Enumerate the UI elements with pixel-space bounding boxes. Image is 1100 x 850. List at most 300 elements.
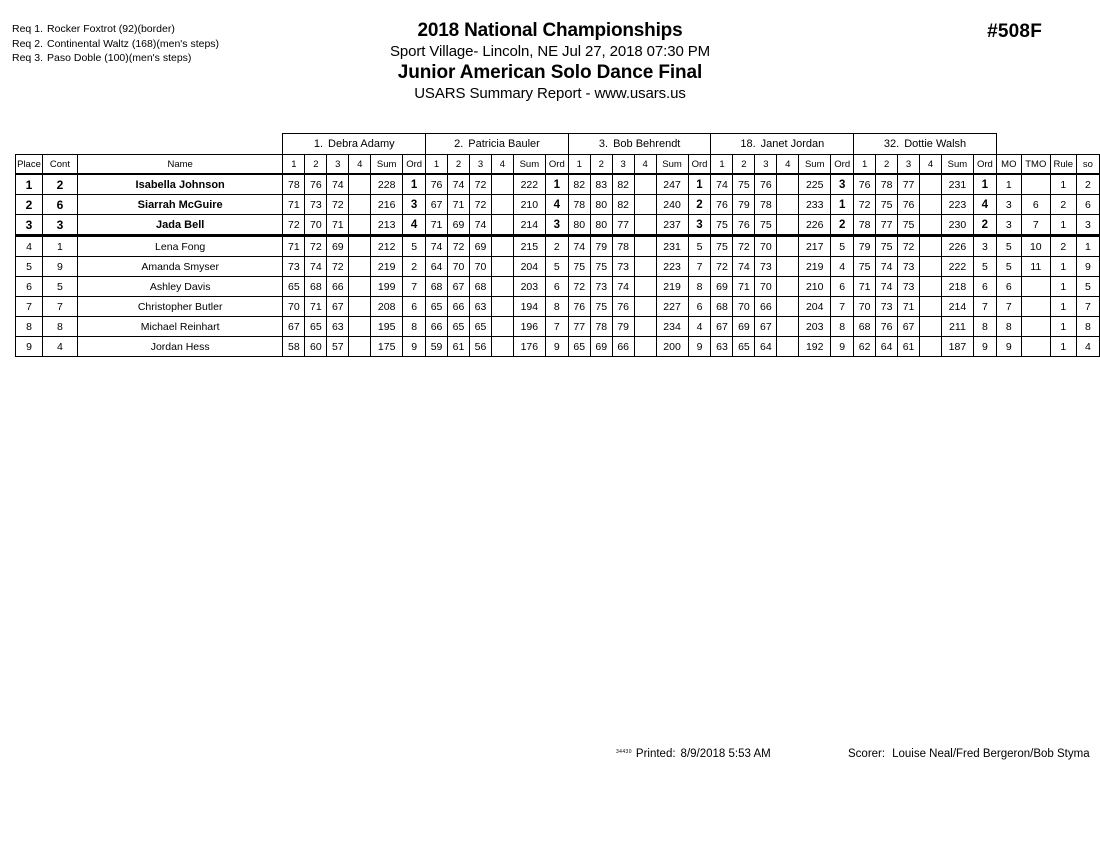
cell-j5-score4 [920, 174, 942, 195]
cell-j5-score1: 70 [854, 297, 876, 317]
cell-j5-ord: 7 [973, 297, 996, 317]
cell-j1-score2: 65 [305, 317, 327, 337]
cell-j2-sum: 203 [513, 277, 545, 297]
scorer-credit [848, 748, 1090, 760]
cell-j3-score3: 82 [612, 174, 634, 195]
cell-j5-score3: 76 [898, 195, 920, 215]
cell-j4-sum: 192 [799, 337, 831, 357]
cell-j4-sum: 226 [799, 215, 831, 236]
cell-j2-sum: 176 [513, 337, 545, 357]
cell-mo: 5 [996, 257, 1021, 277]
cell-so: 5 [1076, 277, 1099, 297]
cell-j2-sum: 204 [513, 257, 545, 277]
cell-j1-sum: 175 [371, 337, 403, 357]
meet-title: 2018 National Championships [417, 20, 683, 41]
cell-j3-score1: 76 [568, 297, 590, 317]
cell-skater-name: Ashley Davis [77, 277, 282, 297]
cell-j4-sum: 233 [799, 195, 831, 215]
cell-j2-score1: 64 [426, 257, 448, 277]
cell-j5-score4 [920, 236, 942, 257]
cell-j5-score3: 73 [898, 257, 920, 277]
cell-j3-score4 [634, 317, 656, 337]
cell-j4-ord: 2 [831, 215, 854, 236]
cell-j4-sum: 225 [799, 174, 831, 195]
requirement-text: Rocker Foxtrot (92)(border) [47, 23, 175, 35]
cell-j4-score4 [777, 195, 799, 215]
cell-j4-ord: 7 [831, 297, 854, 317]
cell-mo: 3 [996, 195, 1021, 215]
header-judge3-4: 4 [634, 155, 656, 175]
judge-name: Janet Jordan [760, 138, 825, 150]
cell-j3-score4 [634, 236, 656, 257]
cell-j1-score4 [349, 257, 371, 277]
cell-j1-score1: 65 [283, 277, 305, 297]
cell-j5-ord: 8 [973, 317, 996, 337]
judge-number: 3. [598, 138, 609, 150]
table-row[interactable] [16, 297, 1100, 317]
cell-j1-score4 [349, 277, 371, 297]
cell-j5-score3: 75 [898, 215, 920, 236]
cell-j1-sum: 219 [371, 257, 403, 277]
cell-j2-score2: 74 [448, 174, 470, 195]
cell-j4-ord: 9 [831, 337, 854, 357]
cell-j3-score3: 66 [612, 337, 634, 357]
judge-number: 18. [740, 138, 756, 150]
cell-j1-score1: 71 [283, 195, 305, 215]
judge-band-spacer [16, 134, 283, 155]
cell-rule: 1 [1050, 257, 1076, 277]
cell-j4-score2: 69 [733, 317, 755, 337]
cell-j3-score3: 82 [612, 195, 634, 215]
cell-j5-score4 [920, 215, 942, 236]
header-judge1-4: 4 [349, 155, 371, 175]
cell-cont: 6 [42, 195, 77, 215]
cell-j2-ord: 9 [545, 337, 568, 357]
header-judge5-4: 4 [920, 155, 942, 175]
cell-mo: 3 [996, 215, 1021, 236]
cell-j5-ord: 3 [973, 236, 996, 257]
header-judge4-3: 3 [755, 155, 777, 175]
cell-j1-score4 [349, 236, 371, 257]
cell-cont: 1 [42, 236, 77, 257]
cell-j2-score4 [491, 297, 513, 317]
cell-j1-score2: 72 [305, 236, 327, 257]
cell-j2-score3: 72 [470, 195, 492, 215]
cell-j3-sum: 240 [656, 195, 688, 215]
cell-j1-score3: 69 [327, 236, 349, 257]
cell-j2-ord: 6 [545, 277, 568, 297]
cell-so: 8 [1076, 317, 1099, 337]
requirement-tag: Req [12, 23, 32, 35]
cell-j1-score3: 72 [327, 257, 349, 277]
cell-j3-score4 [634, 297, 656, 317]
cell-j5-sum: 187 [941, 337, 973, 357]
cell-j4-score3: 76 [755, 174, 777, 195]
cell-j2-score4 [491, 317, 513, 337]
table-row[interactable] [16, 215, 1100, 236]
cell-tmo: 11 [1021, 257, 1050, 277]
header-judge2-4: 4 [491, 155, 513, 175]
header-judge3-ord: Ord [688, 155, 711, 175]
results-table [15, 133, 1100, 357]
cell-j2-score1: 71 [426, 215, 448, 236]
cell-j5-score1: 79 [854, 236, 876, 257]
cell-j1-score2: 76 [305, 174, 327, 195]
cell-place: 4 [16, 236, 43, 257]
cell-j1-ord: 7 [403, 277, 426, 297]
cell-j3-sum: 231 [656, 236, 688, 257]
header-judge4-4: 4 [777, 155, 799, 175]
cell-j3-ord: 4 [688, 317, 711, 337]
judge-name: Patricia Bauler [468, 138, 540, 150]
cell-j2-score2: 61 [448, 337, 470, 357]
cell-j3-score3: 76 [612, 297, 634, 317]
cell-mo: 1 [996, 174, 1021, 195]
cell-j4-ord: 6 [831, 277, 854, 297]
cell-j4-score1: 76 [711, 195, 733, 215]
cell-tmo: 6 [1021, 195, 1050, 215]
cell-j2-score2: 65 [448, 317, 470, 337]
cell-mo: 5 [996, 236, 1021, 257]
cell-j3-ord: 2 [688, 195, 711, 215]
cell-j2-ord: 8 [545, 297, 568, 317]
cell-j5-score2: 77 [876, 215, 898, 236]
cell-j3-sum: 227 [656, 297, 688, 317]
header-judge2-sum: Sum [513, 155, 545, 175]
table-row[interactable] [16, 337, 1100, 357]
cell-j2-sum: 194 [513, 297, 545, 317]
judge-header-5 [854, 134, 997, 155]
cell-j3-ord: 5 [688, 236, 711, 257]
cell-so: 3 [1076, 215, 1099, 236]
cell-j3-ord: 1 [688, 174, 711, 195]
cell-j1-score2: 60 [305, 337, 327, 357]
cell-j3-score1: 72 [568, 277, 590, 297]
cell-j1-score1: 72 [283, 215, 305, 236]
cell-j3-score1: 80 [568, 215, 590, 236]
header-judge3-1: 1 [568, 155, 590, 175]
cell-j3-score2: 75 [590, 297, 612, 317]
cell-tmo [1021, 174, 1050, 195]
cell-j3-score2: 75 [590, 257, 612, 277]
cell-j1-score2: 70 [305, 215, 327, 236]
judge-name: Bob Behrendt [613, 138, 681, 150]
cell-rule: 2 [1050, 195, 1076, 215]
requirement-number: 1. [34, 23, 44, 35]
header-judge2-ord: Ord [545, 155, 568, 175]
cell-j4-score3: 67 [755, 317, 777, 337]
cell-j4-score3: 70 [755, 277, 777, 297]
cell-j3-score4 [634, 215, 656, 236]
cell-j2-ord: 2 [545, 236, 568, 257]
cell-j2-score1: 68 [426, 277, 448, 297]
cell-j5-score1: 62 [854, 337, 876, 357]
cell-j5-sum: 226 [941, 236, 973, 257]
cell-j2-score3: 72 [470, 174, 492, 195]
table-row[interactable] [16, 174, 1100, 195]
judge-name: Debra Adamy [328, 138, 395, 150]
cell-j3-sum: 200 [656, 337, 688, 357]
cell-rule: 1 [1050, 317, 1076, 337]
requirement-tag: Req [12, 52, 32, 64]
cell-j4-score2: 76 [733, 215, 755, 236]
cell-j1-score2: 71 [305, 297, 327, 317]
cell-j3-score1: 65 [568, 337, 590, 357]
cell-j5-score1: 76 [854, 174, 876, 195]
cell-j3-score3: 73 [612, 257, 634, 277]
cell-j5-sum: 211 [941, 317, 973, 337]
cell-j5-score1: 75 [854, 257, 876, 277]
cell-mo: 7 [996, 297, 1021, 317]
cell-tmo [1021, 297, 1050, 317]
cell-j3-score4 [634, 195, 656, 215]
judge-name: Dottie Walsh [904, 138, 967, 150]
cell-j2-score2: 66 [448, 297, 470, 317]
cell-rule: 1 [1050, 337, 1076, 357]
cell-tmo: 10 [1021, 236, 1050, 257]
header-cont: Cont [42, 155, 77, 175]
cell-j4-score3: 64 [755, 337, 777, 357]
header-judge5-1: 1 [854, 155, 876, 175]
cell-j3-score2: 83 [590, 174, 612, 195]
cell-j3-score2: 80 [590, 215, 612, 236]
header-judge4-ord: Ord [831, 155, 854, 175]
cell-cont: 5 [42, 277, 77, 297]
cell-j2-sum: 222 [513, 174, 545, 195]
cell-j5-score3: 71 [898, 297, 920, 317]
event-number: #508F [987, 21, 1042, 42]
cell-j1-score4 [349, 337, 371, 357]
cell-j1-ord: 3 [403, 195, 426, 215]
tail-band-spacer [996, 134, 1099, 155]
cell-j1-score1: 78 [283, 174, 305, 195]
cell-j2-score2: 72 [448, 236, 470, 257]
print-stamp [616, 748, 771, 760]
header-so: so [1076, 155, 1099, 175]
cell-j2-score1: 59 [426, 337, 448, 357]
cell-j3-ord: 6 [688, 297, 711, 317]
cell-j4-score1: 69 [711, 277, 733, 297]
table-row[interactable] [16, 195, 1100, 215]
cell-j2-score1: 65 [426, 297, 448, 317]
cell-j3-score4 [634, 257, 656, 277]
cell-j4-score4 [777, 174, 799, 195]
cell-j1-score4 [349, 215, 371, 236]
cell-j3-score1: 78 [568, 195, 590, 215]
cell-j5-score2: 74 [876, 277, 898, 297]
header-rule: Rule [1050, 155, 1076, 175]
cell-j5-score4 [920, 277, 942, 297]
cell-mo: 8 [996, 317, 1021, 337]
cell-cont: 7 [42, 297, 77, 317]
header-judge5-ord: Ord [973, 155, 996, 175]
cell-j1-score3: 57 [327, 337, 349, 357]
cell-mo: 6 [996, 277, 1021, 297]
cell-j3-score3: 77 [612, 215, 634, 236]
cell-skater-name: Jordan Hess [77, 337, 282, 357]
cell-j2-sum: 196 [513, 317, 545, 337]
cell-j1-sum: 208 [371, 297, 403, 317]
cell-j5-score2: 78 [876, 174, 898, 195]
cell-skater-name: Michael Reinhart [77, 317, 282, 337]
header-judge1-3: 3 [327, 155, 349, 175]
cell-j5-score4 [920, 195, 942, 215]
cell-j3-score4 [634, 277, 656, 297]
cell-rule: 2 [1050, 236, 1076, 257]
cell-j3-sum: 237 [656, 215, 688, 236]
cell-j5-sum: 222 [941, 257, 973, 277]
printed-label: Printed: [635, 748, 676, 760]
cell-j4-ord: 8 [831, 317, 854, 337]
cell-j4-score2: 75 [733, 174, 755, 195]
cell-j5-score3: 73 [898, 277, 920, 297]
cell-so: 2 [1076, 174, 1099, 195]
cell-tmo [1021, 317, 1050, 337]
cell-j1-sum: 213 [371, 215, 403, 236]
cell-j2-score1: 74 [426, 236, 448, 257]
cell-so: 6 [1076, 195, 1099, 215]
cell-cont: 2 [42, 174, 77, 195]
header-judge2-2: 2 [448, 155, 470, 175]
cell-j2-score2: 71 [448, 195, 470, 215]
cell-j1-score2: 74 [305, 257, 327, 277]
cell-j4-score2: 71 [733, 277, 755, 297]
cell-j4-score3: 75 [755, 215, 777, 236]
header-tmo: TMO [1021, 155, 1050, 175]
cell-j1-ord: 8 [403, 317, 426, 337]
cell-j2-score3: 65 [470, 317, 492, 337]
cell-j2-score2: 70 [448, 257, 470, 277]
judge-number: 2. [454, 138, 464, 150]
cell-j5-score3: 77 [898, 174, 920, 195]
table-row[interactable] [16, 317, 1100, 337]
cell-j3-score2: 78 [590, 317, 612, 337]
cell-j4-sum: 204 [799, 297, 831, 317]
cell-mo: 9 [996, 337, 1021, 357]
cell-j2-sum: 214 [513, 215, 545, 236]
cell-j1-sum: 195 [371, 317, 403, 337]
cell-skater-name: Christopher Butler [77, 297, 282, 317]
cell-j4-score4 [777, 277, 799, 297]
cell-cont: 8 [42, 317, 77, 337]
cell-j2-score3: 56 [470, 337, 492, 357]
requirement-text: Continental Waltz (168)(men's steps) [47, 37, 220, 50]
cell-j2-score3: 74 [470, 215, 492, 236]
cell-j5-score1: 78 [854, 215, 876, 236]
cell-j1-ord: 9 [403, 337, 426, 357]
cell-j5-ord: 5 [973, 257, 996, 277]
cell-j2-score4 [491, 277, 513, 297]
header-judge1-2: 2 [305, 155, 327, 175]
header-judge3-2: 2 [590, 155, 612, 175]
cell-place: 9 [16, 337, 43, 357]
header-judge3-sum: Sum [656, 155, 688, 175]
judge-header-1 [283, 134, 426, 155]
cell-j4-score1: 75 [711, 236, 733, 257]
cell-j1-score3: 66 [327, 277, 349, 297]
cell-j4-ord: 4 [831, 257, 854, 277]
cell-j2-score3: 70 [470, 257, 492, 277]
cell-j4-score3: 73 [755, 257, 777, 277]
report-subtitle: USARS Summary Report - www.usars.us [414, 85, 686, 102]
cell-j4-score4 [777, 236, 799, 257]
cell-j1-score4 [349, 195, 371, 215]
cell-j4-ord: 3 [831, 174, 854, 195]
cell-skater-name: Siarrah McGuire [77, 195, 282, 215]
header-judge4-1: 1 [711, 155, 733, 175]
cell-j3-ord: 7 [688, 257, 711, 277]
print-marker: 34430 [616, 749, 632, 755]
header-judge5-sum: Sum [941, 155, 973, 175]
header-judge2-1: 1 [426, 155, 448, 175]
cell-j1-score1: 70 [283, 297, 305, 317]
cell-j1-score1: 73 [283, 257, 305, 277]
table-row[interactable] [16, 277, 1100, 297]
cell-j4-score2: 70 [733, 297, 755, 317]
requirement-number: 3. [34, 52, 44, 64]
header-mo: MO [996, 155, 1021, 175]
cell-place: 2 [16, 195, 43, 215]
event-title: Junior American Solo Dance Final [397, 62, 703, 83]
cell-j5-score2: 76 [876, 317, 898, 337]
table-row[interactable] [16, 257, 1100, 277]
cell-j1-score4 [349, 317, 371, 337]
cell-rule: 1 [1050, 297, 1076, 317]
cell-j1-score3: 67 [327, 297, 349, 317]
header-judge1-sum: Sum [371, 155, 403, 175]
cell-j2-score4 [491, 215, 513, 236]
cell-j4-score3: 78 [755, 195, 777, 215]
cell-j5-score4 [920, 257, 942, 277]
cell-j2-score1: 76 [426, 174, 448, 195]
cell-j3-score3: 79 [612, 317, 634, 337]
cell-j4-score1: 74 [711, 174, 733, 195]
cell-j5-ord: 1 [973, 174, 996, 195]
cell-j5-score2: 73 [876, 297, 898, 317]
cell-j4-ord: 5 [831, 236, 854, 257]
header-judge5-3: 3 [898, 155, 920, 175]
cell-rule: 1 [1050, 215, 1076, 236]
cell-j4-score2: 65 [733, 337, 755, 357]
judge-number: 32. [883, 138, 900, 150]
cell-j1-ord: 6 [403, 297, 426, 317]
cell-rule: 1 [1050, 277, 1076, 297]
cell-j2-score4 [491, 236, 513, 257]
cell-j3-score2: 73 [590, 277, 612, 297]
cell-j3-ord: 8 [688, 277, 711, 297]
cell-j1-ord: 2 [403, 257, 426, 277]
cell-j3-score1: 75 [568, 257, 590, 277]
cell-j4-score3: 70 [755, 236, 777, 257]
cell-place: 3 [16, 215, 43, 236]
cell-j1-score4 [349, 174, 371, 195]
cell-j5-sum: 231 [941, 174, 973, 195]
cell-j5-ord: 4 [973, 195, 996, 215]
cell-j4-score4 [777, 215, 799, 236]
cell-place: 7 [16, 297, 43, 317]
cell-j2-score4 [491, 337, 513, 357]
cell-so: 7 [1076, 297, 1099, 317]
cell-j3-ord: 3 [688, 215, 711, 236]
cell-j4-ord: 1 [831, 195, 854, 215]
cell-j5-score2: 75 [876, 195, 898, 215]
cell-place: 5 [16, 257, 43, 277]
cell-j4-score1: 63 [711, 337, 733, 357]
header-judge1-1: 1 [283, 155, 305, 175]
cell-j2-score1: 67 [426, 195, 448, 215]
cell-j5-sum: 230 [941, 215, 973, 236]
table-row[interactable] [16, 236, 1100, 257]
